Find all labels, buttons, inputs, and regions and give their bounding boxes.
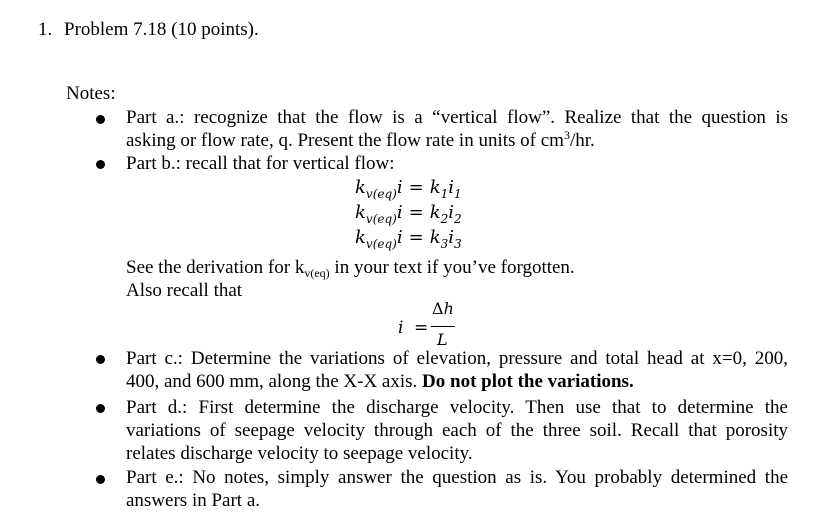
part-c-line-1: Part c.: Determine the variations of elevation, pressure and total head at x=0, 200,	[126, 348, 788, 369]
equation-3: $k_{v(eq)}i = k_3i_3$	[355, 227, 462, 251]
part-b-line-1: Part b.: recall that for vertical flow:	[126, 153, 395, 174]
bullet-part-d	[96, 404, 106, 414]
part-e-text	[126, 466, 788, 512]
fraction-bar	[431, 326, 455, 327]
notes-label: Notes:	[66, 83, 116, 104]
problem-heading	[38, 18, 259, 42]
part-c-text	[126, 347, 788, 393]
part-d-line-2: variations of seepage velocity through each of the three soil. Recall that porosity	[126, 420, 788, 441]
part-b-text	[126, 152, 788, 175]
equation-2: $k_{v(eq)}i = k_2i_2$	[355, 202, 462, 226]
part-a-text	[126, 106, 788, 154]
bullet-part-b	[96, 160, 106, 170]
gradient-equals: =	[414, 318, 429, 338]
part-d-text	[126, 396, 788, 465]
part-c-line-2: 400, and 600 mm, along the X-X axis. Do not plot the variations.	[126, 371, 634, 392]
gradient-numerator: Δh	[432, 299, 454, 318]
also-recall-text: Also recall that	[126, 280, 243, 301]
derivation-note: See the derivation for $k_{v(eq)}$ in your text if you’ve forgotten.	[126, 257, 575, 280]
equation-1: $k_{v(eq)}i = k_1i_1$	[355, 177, 462, 201]
part-d-line-3: relates discharge velocity to seepage velocity.	[126, 443, 473, 464]
gradient-denominator: L	[437, 330, 448, 349]
part-e-line-2: answers in Part a.	[126, 490, 261, 511]
part-a-line-1: Part a.: recognize that the flow is a “vertical flow”. Realize that the question is	[126, 107, 788, 128]
part-e-line-1: Part e.: No notes, simply answer the question as is. You probably determined the	[126, 467, 788, 488]
part-d-line-1: Part d.: First determine the discharge velocity. Then use that to determine the	[126, 397, 788, 418]
bullet-part-a	[96, 115, 106, 125]
problem-number: 1.	[38, 19, 53, 40]
part-a-line-2: asking or flow rate, q. Present the flow rate in units of $cm^3/hr$.	[126, 128, 595, 151]
problem-title: Problem 7.18 (10 points).	[64, 19, 259, 40]
bullet-part-c	[96, 355, 106, 365]
bullet-part-e	[96, 475, 106, 485]
gradient-lhs: i	[398, 318, 404, 338]
